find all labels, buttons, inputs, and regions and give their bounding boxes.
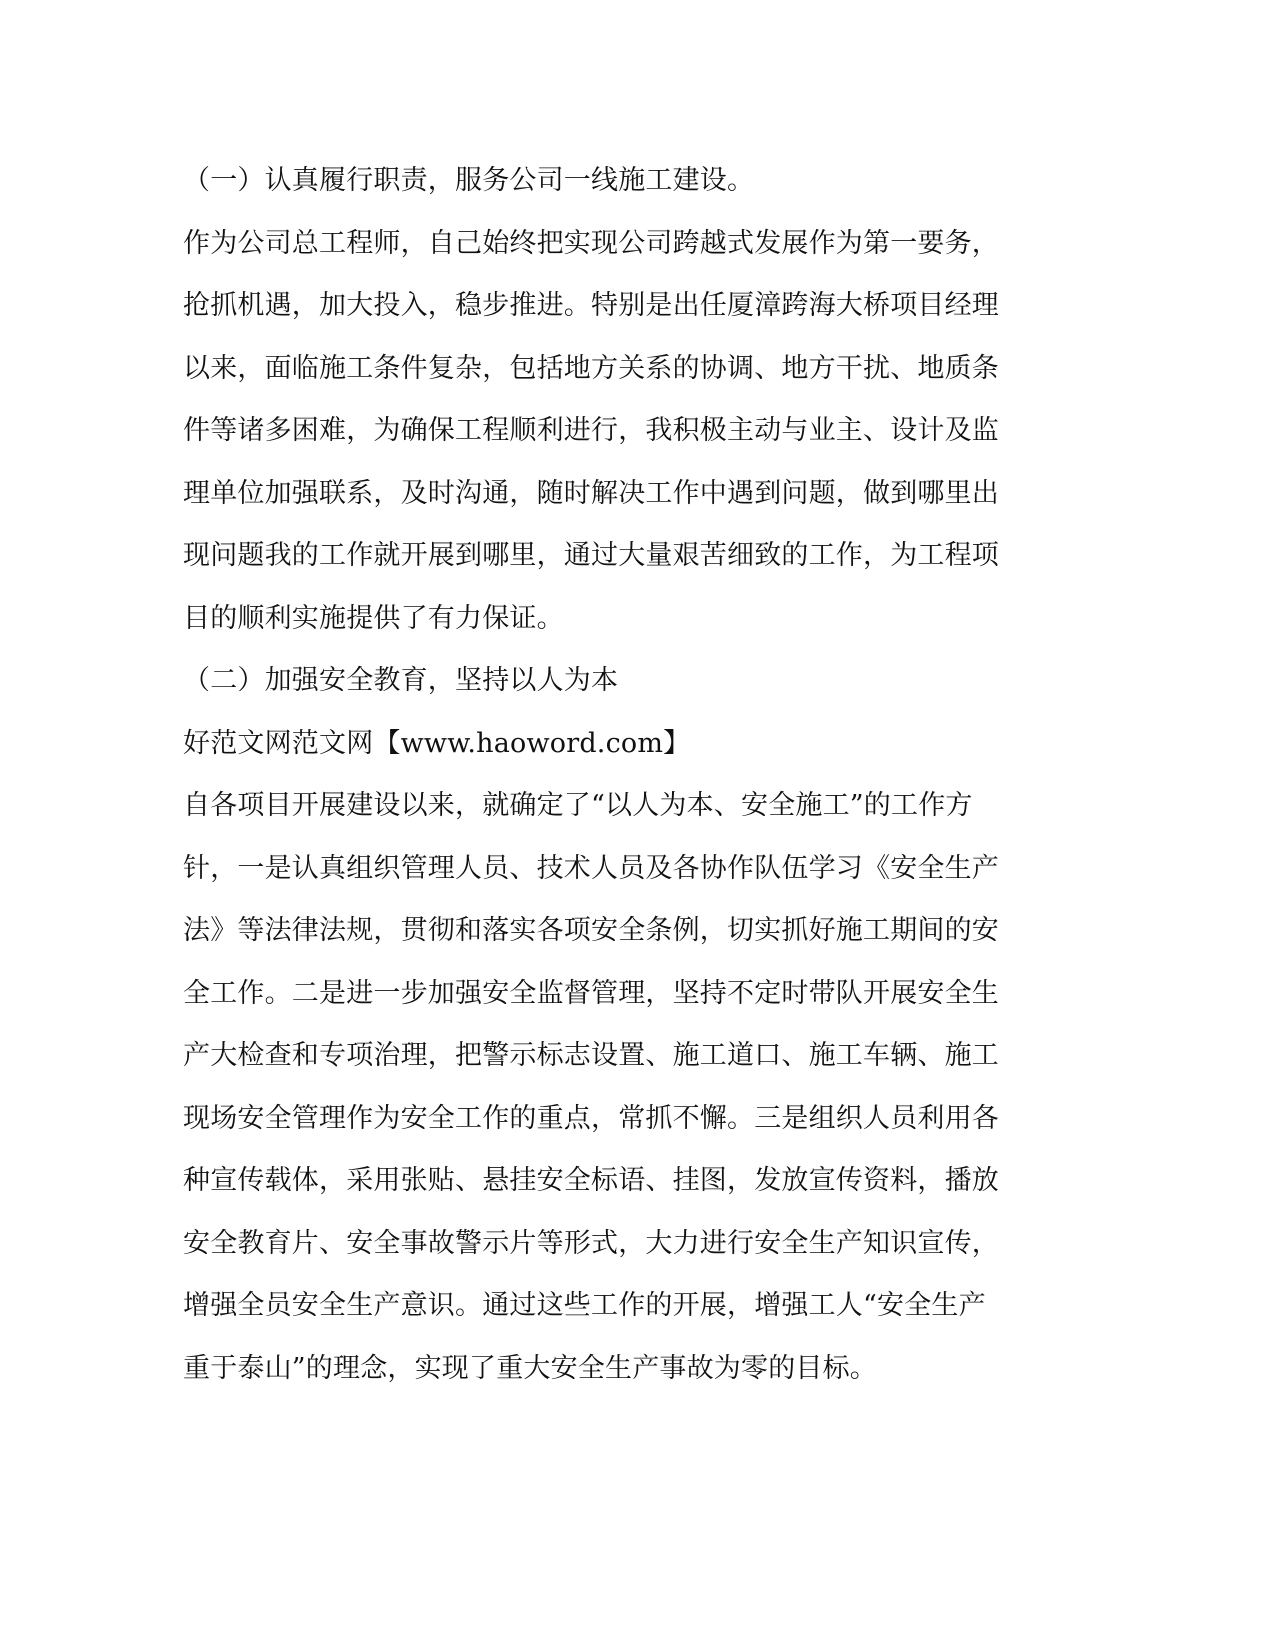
- paragraph-line: 种宣传载体，采用张贴、悬挂安全标语、挂图，发放宣传资料，播放: [183, 1165, 999, 1196]
- paragraph-line: 针，一是认真组织管理人员、技术人员及各协作队伍学习《安全生产: [183, 852, 999, 884]
- section-heading-1: （一）认真履行职责，服务公司一线施工建设。: [183, 165, 755, 196]
- paragraph-line: 目的顺利实施提供了有力保证。: [183, 602, 564, 634]
- paragraph-line: 现场安全管理作为安全工作的重点，常抓不懈。三是组织人员利用各: [183, 1102, 999, 1134]
- paragraph-line: 理单位加强联系，及时沟通，随时解决工作中遇到问题，做到哪里出: [183, 477, 999, 509]
- paragraph-line: 产大检查和专项治理，把警示标志设置、施工道口、施工车辆、施工: [183, 1040, 999, 1071]
- document-page: [183, 150, 1243, 1400]
- paragraph-line: 件等诸多困难，为确保工程顺利进行，我积极主动与业主、设计及监: [183, 415, 999, 446]
- paragraph-line: 现问题我的工作就开展到哪里，通过大量艰苦细致的工作，为工程项: [183, 540, 999, 571]
- paragraph-line: 增强全员安全生产意识。通过这些工作的开展，增强工人“安全生产: [183, 1290, 986, 1321]
- section-heading-2: （二）加强安全教育，坚持以人为本: [183, 665, 619, 696]
- paragraph-line: 自各项目开展建设以来，就确定了“以人为本、安全施工”的工作方: [183, 790, 973, 821]
- paragraph-line: 以来，面临施工条件复杂，包括地方关系的协调、地方干扰、地质条: [183, 352, 999, 384]
- paragraph-line: 安全教育片、安全事故警示片等形式，大力进行安全生产知识宣传，: [183, 1227, 999, 1259]
- paragraph-line: 法》等法律法规，贯彻和落实各项安全条例，切实抓好施工期间的安: [183, 915, 999, 946]
- paragraph-line: 全工作。二是进一步加强安全监督管理，坚持不定时带队开展安全生: [183, 977, 999, 1009]
- paragraph-line: 抢抓机遇，加大投入，稳步推进。特别是出任厦漳跨海大桥项目经理: [183, 290, 999, 321]
- paragraph-line: 重于泰山”的理念，实现了重大安全生产事故为零的目标。: [183, 1352, 878, 1384]
- source-line: 好范文网范文网【www.haoword.com】: [183, 727, 691, 759]
- paragraph-line: 作为公司总工程师，自己始终把实现公司跨越式发展作为第一要务，: [183, 227, 999, 259]
